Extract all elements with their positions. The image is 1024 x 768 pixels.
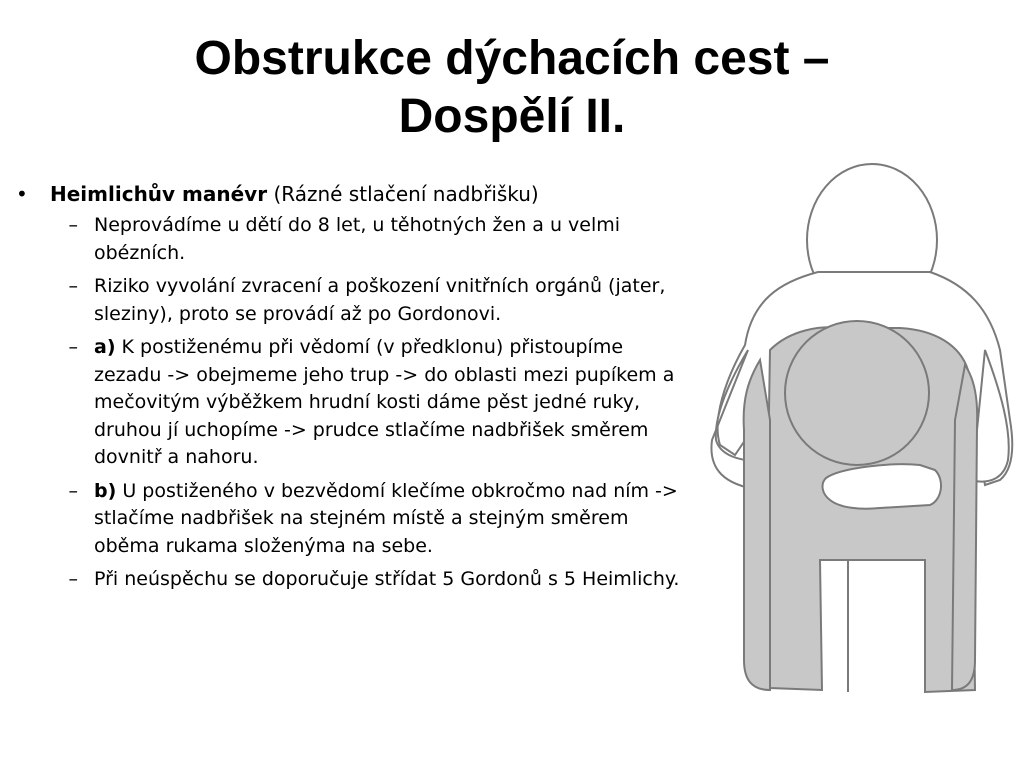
sub-item-text xyxy=(94,478,684,561)
main-bullet-rest: (Rázné stlačení nadbřišku) xyxy=(267,182,539,206)
main-bullet-text xyxy=(50,180,684,208)
sub-item-body: Při neúspěchu se doporučuje střídat 5 Gordonů s 5 Heimlichy. xyxy=(94,568,680,590)
slide-title xyxy=(0,30,1024,146)
sub-item-text xyxy=(94,212,684,267)
victim-arm-right xyxy=(952,365,977,690)
bullet-marker: • xyxy=(16,182,28,206)
sub-dash: – xyxy=(68,479,78,502)
main-bullet xyxy=(14,180,684,208)
sub-item-4 xyxy=(14,478,684,561)
sub-dash: – xyxy=(68,336,78,358)
slide-content xyxy=(14,180,684,600)
sub-item-5 xyxy=(14,566,684,594)
title-line-2: Dospělí II. xyxy=(398,90,626,143)
sub-item-3 xyxy=(14,334,684,472)
sub-item-prefix: a) xyxy=(94,336,116,358)
sub-list xyxy=(14,212,684,594)
sub-dash: – xyxy=(68,214,78,236)
sub-item-prefix: b) xyxy=(94,479,117,502)
title-line-1: Obstrukce dýchacích cest – xyxy=(194,32,830,85)
sub-item-body: K postiženému při vědomí (v předklonu) přistoupíme zezadu -> obejmeme jeho trup -> do oblasti mezi pupíkem a mečovitým výběžkem hrudní kosti dáme pěst jedné ruky, druhou jí uchopíme -> prudce stlačíme nadbřišek směrem dovnitř a nahoru. xyxy=(94,336,675,468)
heimlich-illustration xyxy=(700,160,1024,720)
sub-item-1 xyxy=(14,212,684,267)
sub-item-body: Riziko vyvolání zvracení a poškození vnitřních orgánů (jater, sleziny), proto se provádí až po Gordonovi. xyxy=(94,275,666,325)
sub-dash: – xyxy=(68,275,78,297)
sub-item-text xyxy=(94,566,684,594)
sub-item-text xyxy=(94,273,684,328)
sub-dash: – xyxy=(68,568,78,590)
rescuer-hands xyxy=(823,464,942,508)
sub-item-text xyxy=(94,334,684,472)
sub-item-body: U postiženého v bezvědomí klečíme obkročmo nad ním -> stlačíme nadbřišek na stejném místě a stejným směrem oběma rukama složenýma na sebe. xyxy=(94,479,678,557)
sub-item-2 xyxy=(14,273,684,328)
victim-head xyxy=(785,321,929,465)
sub-item-body: Neprovádíme u dětí do 8 let, u těhotných žen a u velmi obézních. xyxy=(94,214,621,264)
main-bullet-bold: Heimlichův manévr xyxy=(50,182,268,206)
victim-arm-left xyxy=(744,360,770,690)
